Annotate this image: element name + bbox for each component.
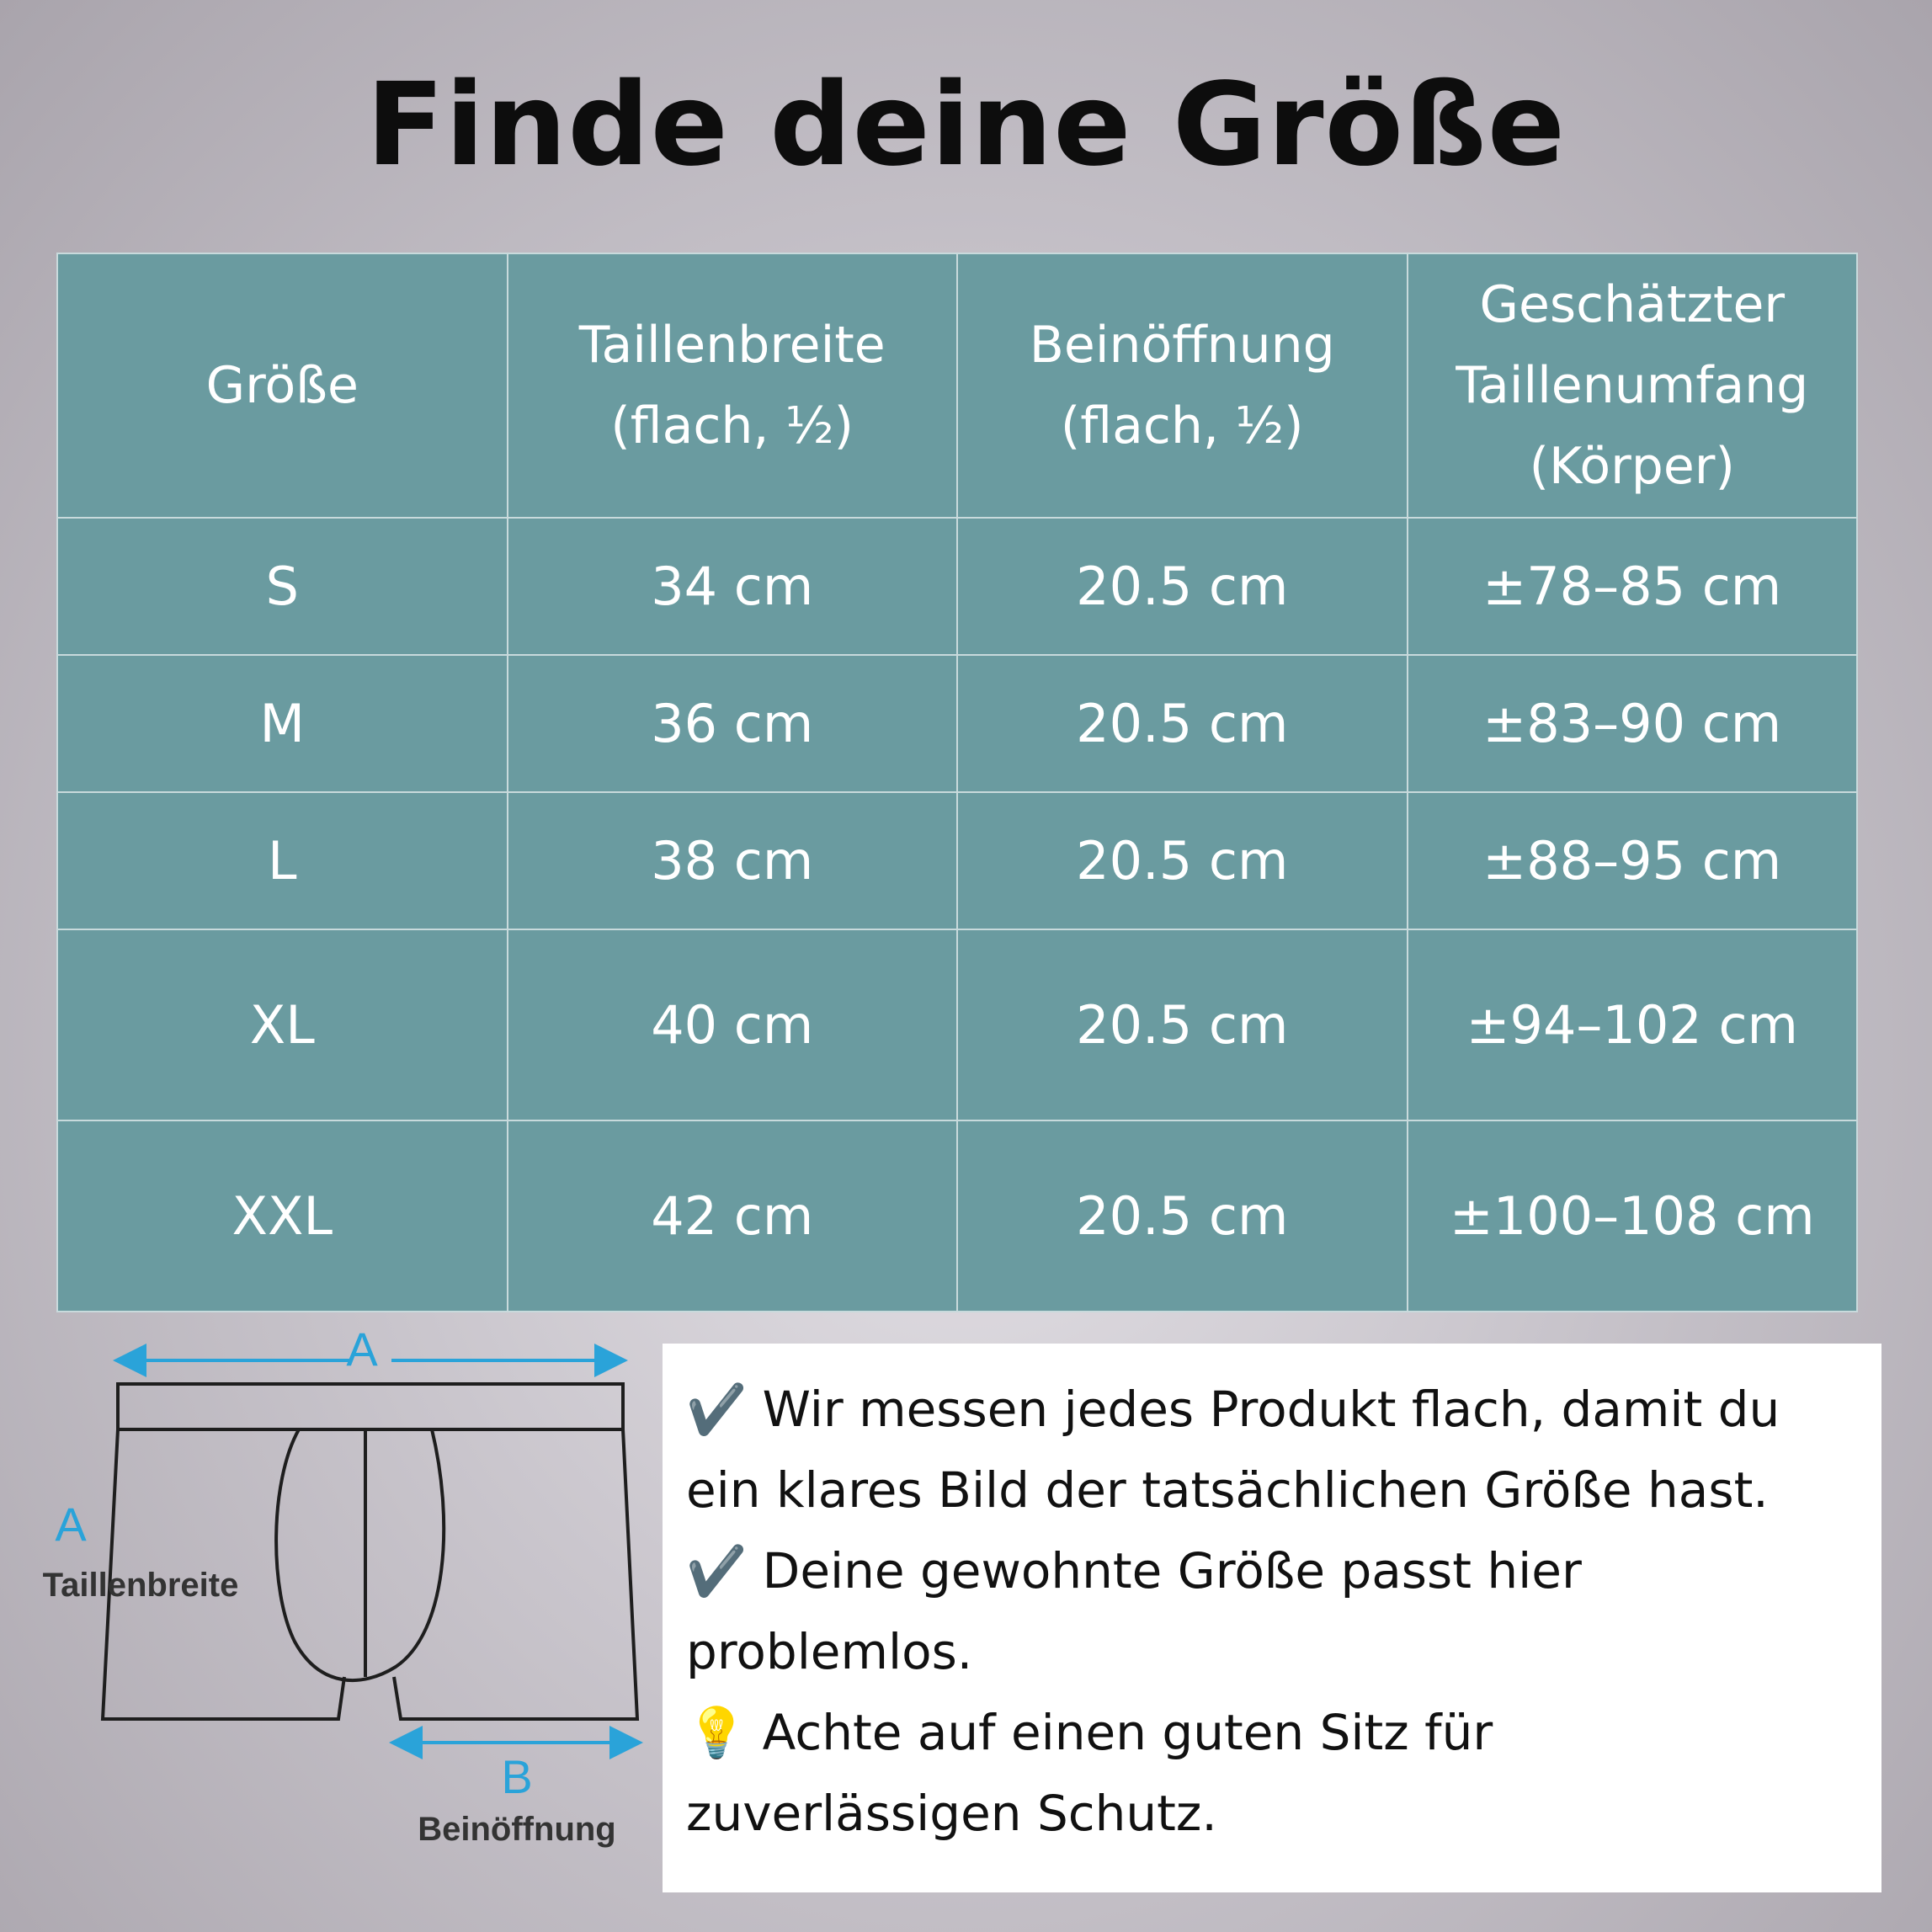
- header-size-label: Größe: [205, 356, 359, 415]
- header-waist-width-label: Taillenbreite: [578, 316, 886, 375]
- cell-est-waist: ±94–102 cm: [1408, 929, 1858, 1120]
- label-a-top: A: [346, 1323, 378, 1376]
- check-icon: ✔️: [686, 1381, 748, 1438]
- header-est-waist: [1408, 253, 1858, 518]
- label-waist-width: Taillenbreite: [42, 1567, 239, 1604]
- table-row: [57, 929, 1857, 1120]
- label-leg-opening: Beinöffnung: [418, 1811, 616, 1848]
- boxer-measure-diagram: [17, 1313, 657, 1869]
- check-icon: ✔️: [686, 1542, 748, 1599]
- table-row: [57, 518, 1857, 655]
- cell-waist-width: 36 cm: [508, 655, 958, 792]
- header-leg-opening: [957, 253, 1408, 518]
- cell-est-waist: ±100–108 cm: [1408, 1120, 1858, 1312]
- header-waist-width: [508, 253, 958, 518]
- cell-leg-opening: 20.5 cm: [957, 518, 1408, 655]
- cell-est-waist: ±88–95 cm: [1408, 792, 1858, 929]
- info-line: [686, 1369, 1881, 1450]
- cell-leg-opening: 20.5 cm: [957, 929, 1408, 1120]
- header-leg-opening-note: (flach, ½): [1060, 397, 1304, 455]
- info-text: Wir messen jedes Produkt flach, damit du: [762, 1381, 1780, 1438]
- cell-waist-width: 38 cm: [508, 792, 958, 929]
- info-text: problemlos.: [686, 1623, 973, 1680]
- cell-est-waist: ±83–90 cm: [1408, 655, 1858, 792]
- info-box: [663, 1344, 1881, 1892]
- header-est-waist-line3: (Körper): [1529, 437, 1735, 496]
- lightbulb-icon: 💡: [686, 1704, 748, 1761]
- size-table: [56, 253, 1858, 1312]
- header-est-waist-line1: Geschätzter: [1479, 275, 1786, 334]
- cell-size: XXL: [57, 1120, 508, 1312]
- cell-leg-opening: 20.5 cm: [957, 655, 1408, 792]
- header-waist-width-note: (flach, ½): [610, 397, 854, 455]
- info-line: [686, 1692, 1881, 1773]
- cell-size: XL: [57, 929, 508, 1120]
- info-line: [686, 1530, 1881, 1611]
- info-text: zuverlässigen Schutz.: [686, 1785, 1217, 1842]
- boxer-pouch: [276, 1429, 444, 1680]
- label-a-side: A: [55, 1498, 87, 1551]
- page-title: Finde deine Größe: [365, 59, 1567, 192]
- cell-est-waist: ±78–85 cm: [1408, 518, 1858, 655]
- cell-leg-opening: 20.5 cm: [957, 1120, 1408, 1312]
- info-text: ein klares Bild der tatsächlichen Größe hast.: [686, 1461, 1769, 1519]
- cell-size: S: [57, 518, 508, 655]
- header-leg-opening-label: Beinöffnung: [1029, 316, 1335, 375]
- info-text: Deine gewohnte Größe passt hier: [762, 1542, 1582, 1599]
- header-est-waist-line2: Taillenumfang: [1456, 356, 1809, 415]
- info-line: [686, 1611, 1881, 1692]
- cell-size: M: [57, 655, 508, 792]
- info-line: [686, 1450, 1881, 1530]
- table-row: [57, 655, 1857, 792]
- boxer-waistband: [118, 1384, 623, 1429]
- info-text: Achte auf einen guten Sitz für: [762, 1704, 1493, 1761]
- cell-leg-opening: 20.5 cm: [957, 792, 1408, 929]
- table-row: [57, 792, 1857, 929]
- cell-waist-width: 42 cm: [508, 1120, 958, 1312]
- cell-waist-width: 34 cm: [508, 518, 958, 655]
- header-size: [57, 253, 508, 518]
- label-b: B: [501, 1750, 533, 1803]
- cell-size: L: [57, 792, 508, 929]
- table-header-row: [57, 253, 1857, 518]
- table-row: [57, 1120, 1857, 1312]
- cell-waist-width: 40 cm: [508, 929, 958, 1120]
- info-line: [686, 1773, 1881, 1854]
